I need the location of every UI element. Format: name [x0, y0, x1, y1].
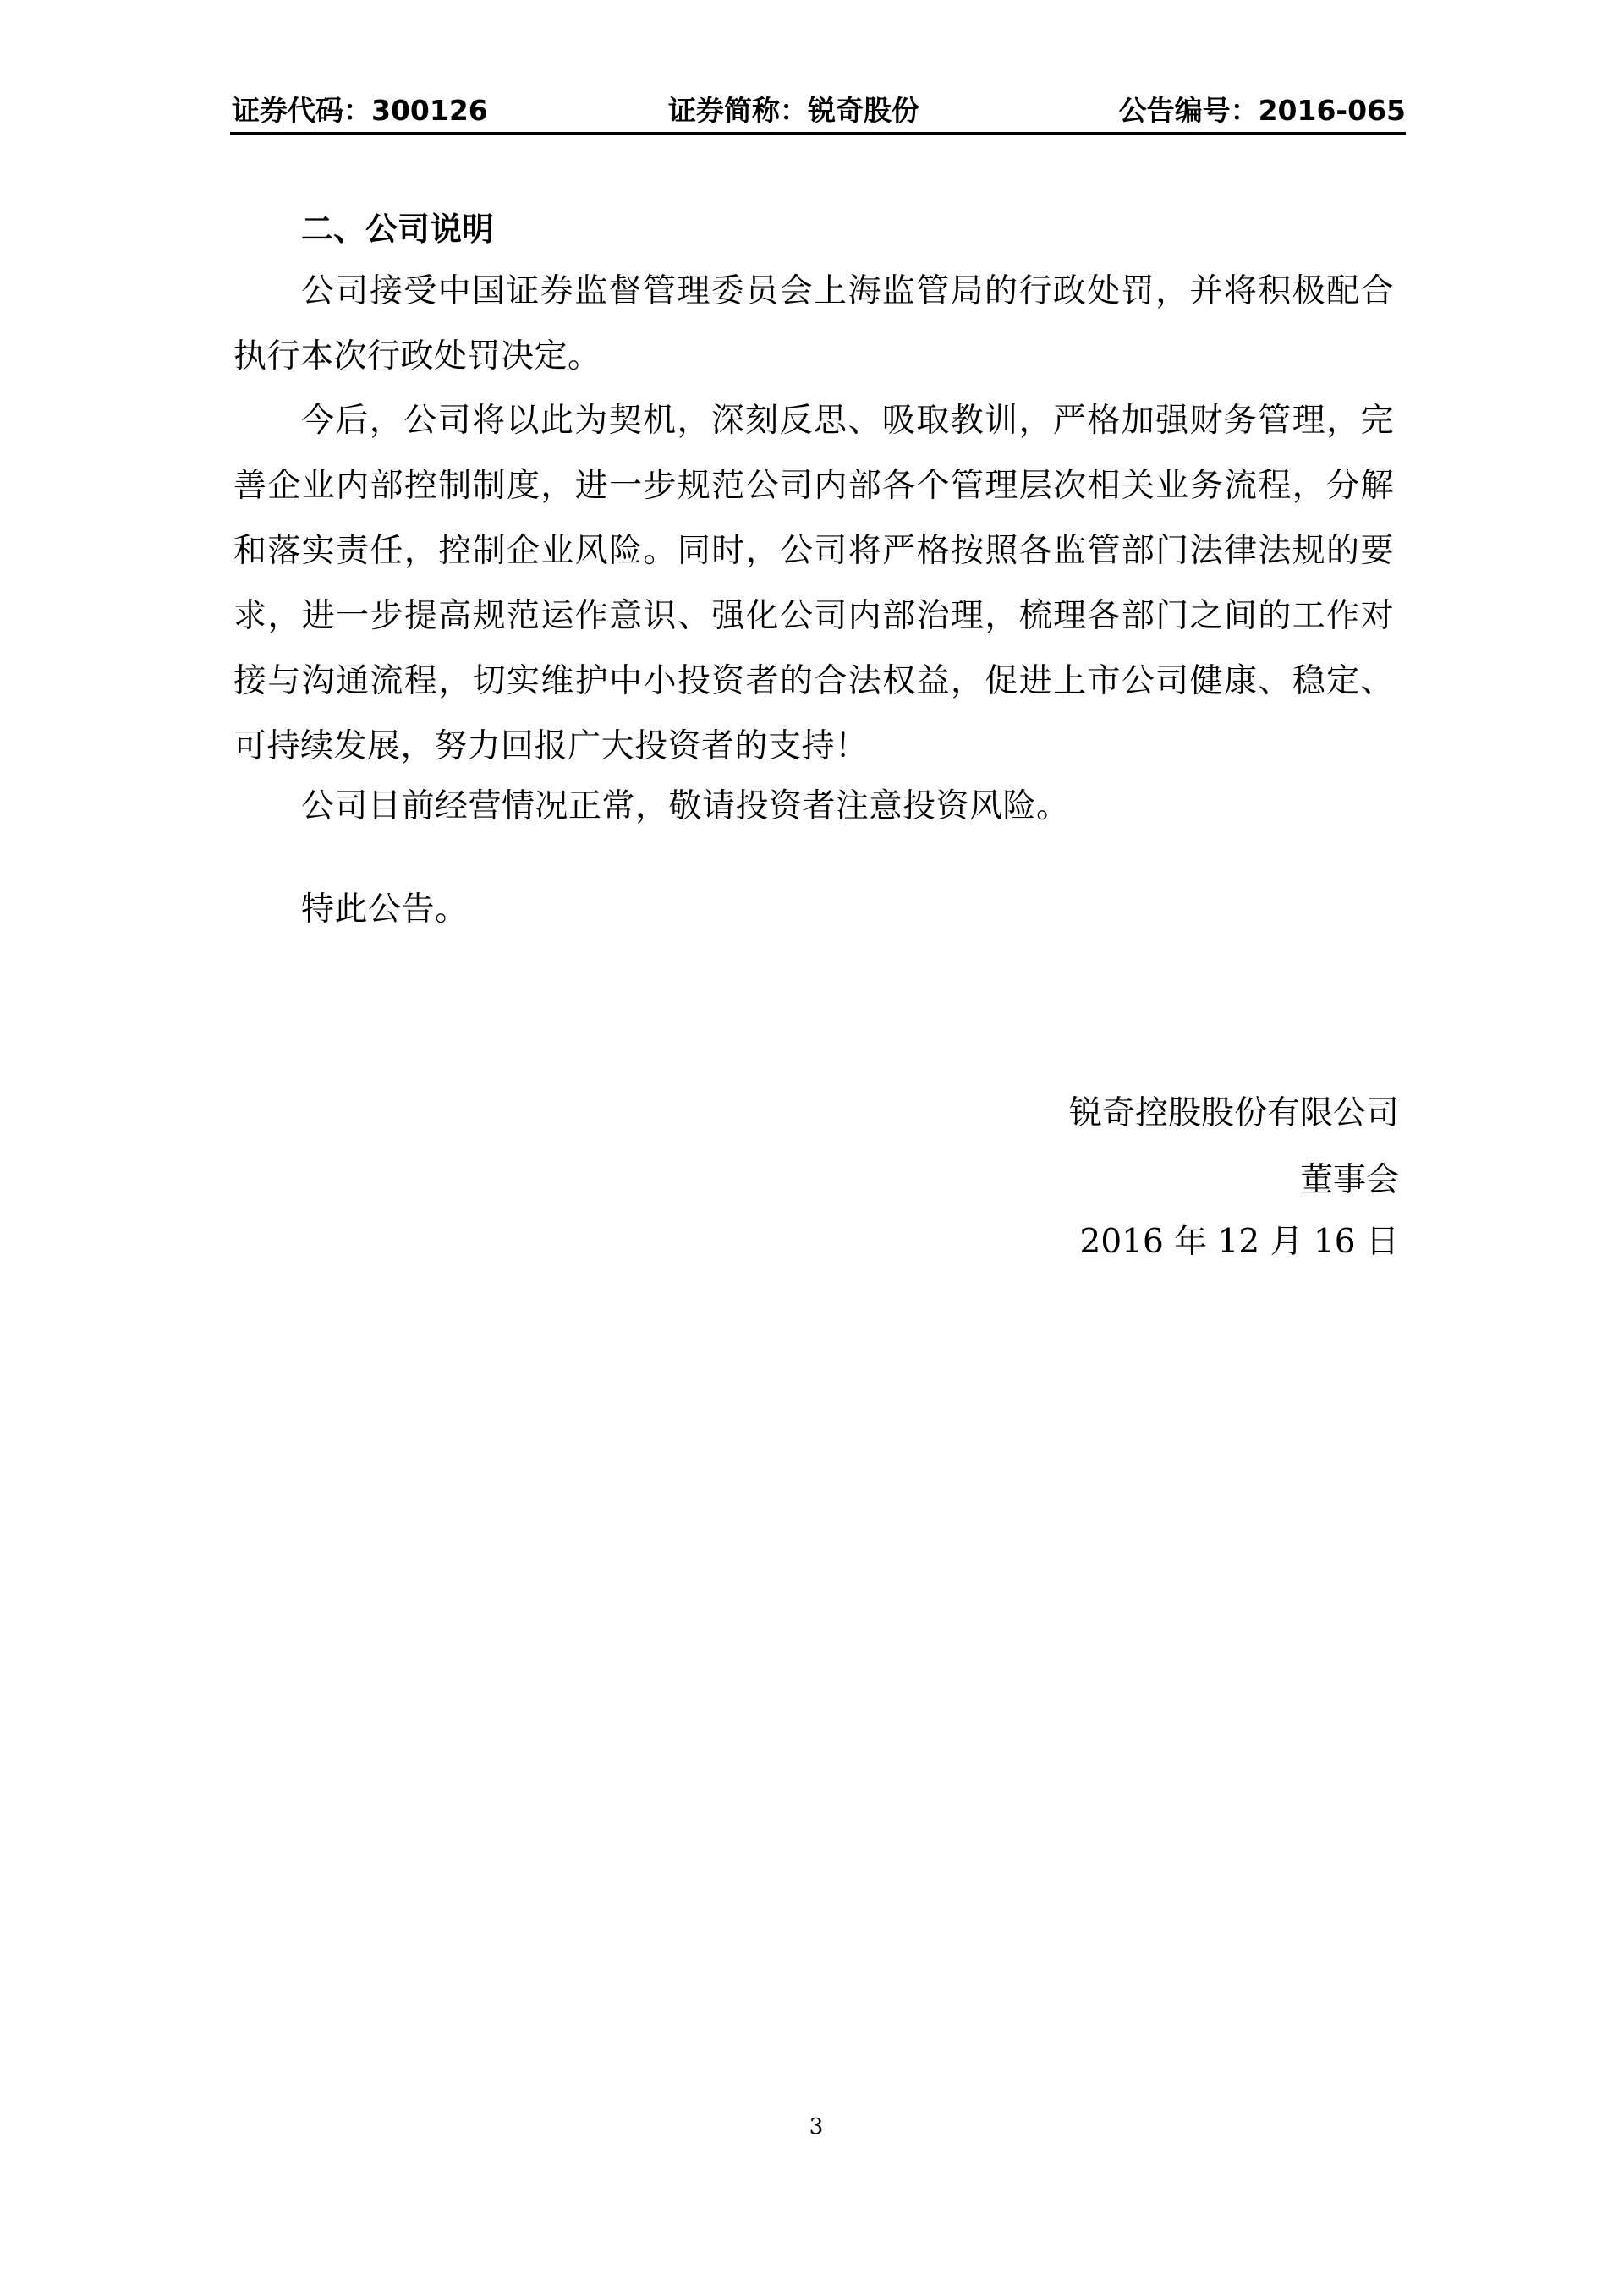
paragraph-operations: 公司目前经营情况正常，敬请投资者注意投资风险。 — [301, 787, 1070, 825]
page-number: 3 — [809, 2114, 824, 2140]
paragraph-closing: 特此公告。 — [301, 890, 469, 929]
paragraph-acceptance: 公司接受中国证券监督管理委员会上海监管局的行政处罚，并将积极配合执行本次行政处罚决定。 — [233, 272, 1394, 375]
stock-abbreviation: 证券简称：锐奇股份 — [668, 94, 919, 127]
announcement-number: 公告编号：2016-065 — [1118, 94, 1406, 127]
signature-company: 锐奇控股股份有限公司 — [1068, 1094, 1399, 1132]
paragraph-commitment: 今后，公司将以此为契机，深刻反思、吸取教训，严格加强财务管理，完善企业内部控制制度，进一步规范公司内部各个管理层次相关业务流程，分解和落实责任，控制企业风险。同时，公司将严格按照各监管部门法律法规的要求，进一步提高规范运作意识、强化公司内部治理，梳理各部门之间的工作对接与沟通流程，切实维护中小投资者的合法权益，促进上市公司健康、稳定、可持续发展，努力回报广大投资者的支持！ — [233, 402, 1394, 765]
signature-board: 董事会 — [1299, 1161, 1399, 1199]
section-heading: 二、公司说明 — [301, 211, 495, 248]
header-rule — [230, 132, 1406, 135]
signature-date: 2016 年 12 月 16 日 — [1079, 1223, 1399, 1261]
stock-code: 证券代码：300126 — [232, 94, 488, 127]
